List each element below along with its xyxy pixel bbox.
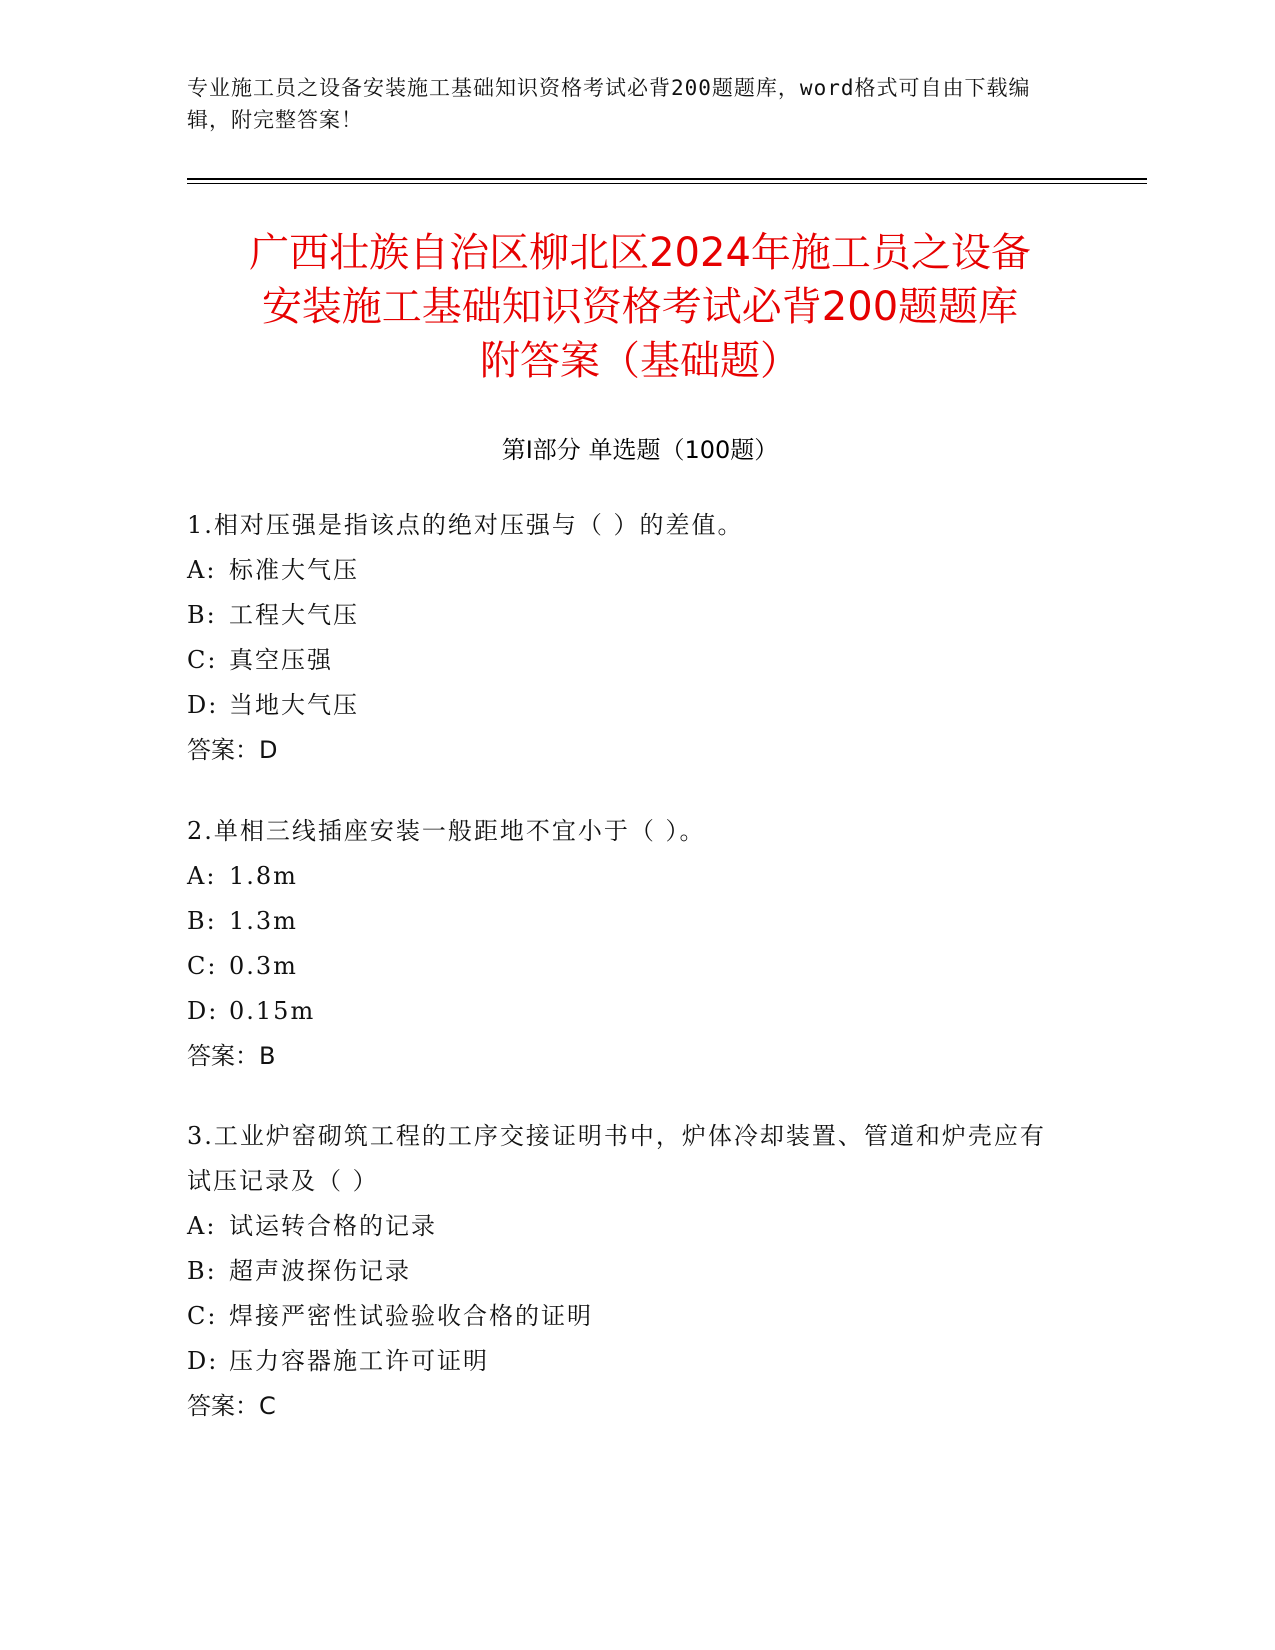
option-a — [187, 548, 1067, 593]
option-text: 真空压强 — [229, 646, 333, 674]
option-key: B: — [187, 601, 217, 629]
option-text: 1.8m — [229, 862, 298, 890]
answer: 答案：C — [187, 1392, 276, 1420]
option-key: D: — [187, 691, 219, 719]
option-c — [187, 944, 1067, 989]
option-text: 1.3m — [229, 907, 298, 935]
option-d — [187, 683, 1067, 728]
option-text: 当地大气压 — [229, 691, 359, 719]
option-d — [187, 989, 1067, 1034]
option-text: 焊接严密性试验验收合格的证明 — [229, 1302, 593, 1330]
option-text: 0.15m — [229, 997, 316, 1025]
option-key: D: — [187, 1347, 219, 1375]
option-key: A: — [187, 862, 217, 890]
option-text: 试运转合格的记录 — [229, 1212, 437, 1240]
option-d — [187, 1339, 1067, 1384]
answer: 答案：B — [187, 1042, 276, 1070]
header-divider-thick — [187, 178, 1147, 180]
question-2 — [187, 809, 1067, 1079]
option-key: A: — [187, 1212, 217, 1240]
option-key: C: — [187, 952, 218, 980]
option-key: C: — [187, 1302, 218, 1330]
option-b — [187, 899, 1067, 944]
option-text: 0.3m — [229, 952, 298, 980]
option-text: 工程大气压 — [229, 601, 359, 629]
question-stem: 2.单相三线插座安装一般距地不宜小于（ ）。 — [187, 817, 706, 845]
option-key: D: — [187, 997, 219, 1025]
option-c — [187, 638, 1067, 683]
document-title-line-1: 广西壮族自治区柳北区2024年施工员之设备 — [249, 230, 1031, 276]
option-a — [187, 854, 1067, 899]
option-key: C: — [187, 646, 218, 674]
question-3 — [187, 1114, 1067, 1429]
document-title — [160, 226, 1120, 388]
option-key: B: — [187, 1257, 217, 1285]
option-text: 超声波探伤记录 — [229, 1257, 411, 1285]
option-c — [187, 1294, 1067, 1339]
option-key: A: — [187, 556, 217, 584]
option-text: 标准大气压 — [229, 556, 359, 584]
option-key: B: — [187, 907, 217, 935]
document-title-line-3: 附答案（基础题） — [480, 338, 800, 384]
option-b — [187, 593, 1067, 638]
option-a — [187, 1204, 1067, 1249]
header-note: 专业施工员之设备安装施工基础知识资格考试必背200题题库，word格式可自由下载编辑，附完整答案！ — [187, 76, 1031, 132]
document-title-line-2: 安装施工基础知识资格考试必背200题题库 — [261, 284, 1019, 330]
header-divider-thin — [187, 183, 1147, 184]
option-b — [187, 1249, 1067, 1294]
question-stem: 3.工业炉窑砌筑工程的工序交接证明书中，炉体冷却装置、管道和炉壳应有试压记录及（ ） — [187, 1122, 1046, 1195]
section-title: 第Ⅰ部分 单选题（100题） — [501, 436, 779, 464]
question-stem: 1.相对压强是指该点的绝对压强与（ ）的差值。 — [187, 511, 744, 539]
option-text: 压力容器施工许可证明 — [229, 1347, 489, 1375]
question-1 — [187, 503, 1067, 773]
answer: 答案：D — [187, 736, 278, 764]
